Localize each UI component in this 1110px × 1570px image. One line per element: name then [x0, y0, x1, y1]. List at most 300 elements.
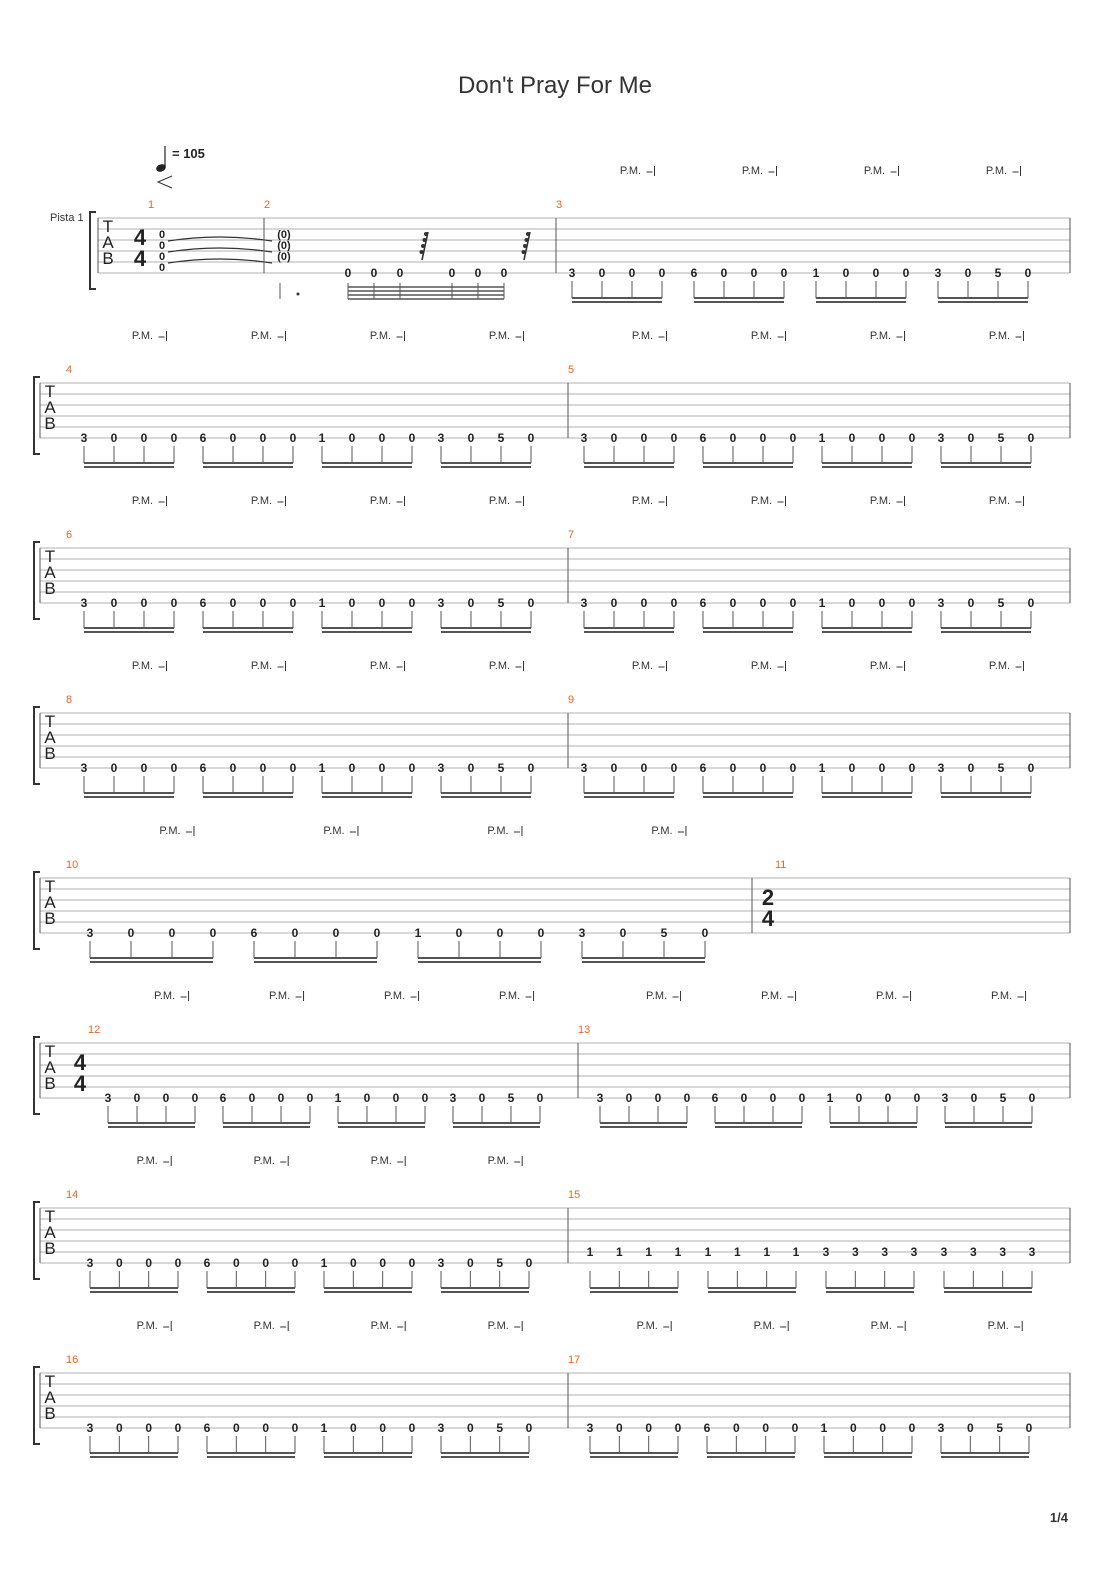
fret-number: 0 — [408, 596, 416, 610]
fret-number: 5 — [497, 431, 505, 445]
fret-number: 0 — [1028, 1091, 1036, 1105]
fret-number: 0 — [158, 240, 166, 252]
fret-number: 1 — [645, 1245, 653, 1259]
palm-mute-marking: P.M. — [631, 330, 654, 342]
fret-number: 3 — [822, 1245, 830, 1259]
fret-number: 0 — [466, 1256, 474, 1270]
palm-mute-marking: P.M. — [741, 165, 764, 177]
tab-clef-b: B — [44, 744, 56, 763]
measure-number: 6 — [66, 529, 73, 541]
fret-number: 0 — [133, 1091, 141, 1105]
measure-number: 2 — [264, 199, 271, 211]
fret-number: 5 — [496, 1256, 504, 1270]
palm-mute-marking: P.M. — [651, 825, 673, 837]
fret-number: 0 — [848, 596, 856, 610]
fret-number: 0 — [467, 431, 475, 445]
fret-number: 1 — [704, 1245, 712, 1259]
fret-number: 1 — [818, 761, 826, 775]
fret-number: 3 — [86, 1421, 94, 1435]
palm-mute-marking: P.M. — [153, 990, 176, 1002]
measure-number: 4 — [66, 364, 73, 376]
tab-clef-b: B — [44, 1074, 56, 1093]
time-signature-2-4-bottom: 4 — [761, 906, 775, 931]
tab-clef-t: T — [44, 547, 56, 566]
fret-number: 0 — [967, 761, 975, 775]
fret-number: 1 — [318, 596, 326, 610]
fret-number: 0 — [670, 431, 678, 445]
fret-number: 0 — [191, 1091, 199, 1105]
palm-mute-marking: P.M. — [619, 165, 642, 177]
tab-clef-a: A — [44, 563, 56, 582]
fret-number: 0 — [259, 761, 267, 775]
fret-number: 0 — [908, 761, 916, 775]
fret-number: 0 — [1024, 266, 1032, 280]
fret-number: 0 — [467, 761, 475, 775]
palm-mute-marking: P.M. — [875, 990, 898, 1002]
fret-number: 0 — [525, 1421, 533, 1435]
fret-number: 0 — [1027, 761, 1035, 775]
fret-number: 3 — [586, 1421, 594, 1435]
fret-number: 6 — [219, 1091, 227, 1105]
fret-number: 5 — [996, 1421, 1004, 1435]
tab-clef-b: B — [44, 414, 56, 433]
palm-mute-marking: P.M. — [869, 660, 892, 672]
fret-number: 0 — [527, 761, 535, 775]
tab-clef-b: B — [44, 909, 56, 928]
measure-number: 1 — [148, 199, 155, 211]
measure-number: 15 — [568, 1189, 581, 1201]
fret-number: 0 — [168, 926, 176, 940]
fret-number: 3 — [437, 596, 445, 610]
measure-number: 5 — [568, 364, 575, 376]
fret-number: 0 — [262, 1256, 270, 1270]
fret-number: 0 — [759, 431, 767, 445]
palm-mute-marking: P.M. — [488, 330, 511, 342]
fret-number: 0 — [115, 1256, 123, 1270]
palm-mute-marking: P.M. — [760, 990, 783, 1002]
fret-number: 0 — [209, 926, 217, 940]
fret-number: 6 — [699, 431, 707, 445]
system-bracket — [34, 542, 40, 619]
fret-number: 1 — [818, 596, 826, 610]
measure-number: 8 — [66, 694, 73, 706]
fret-number: 3 — [86, 1256, 94, 1270]
palm-mute-marking: P.M. — [159, 825, 181, 837]
measure-number: 17 — [568, 1354, 581, 1366]
fret-number: 5 — [660, 926, 668, 940]
fret-number: 3 — [596, 1091, 604, 1105]
fret-number: 0 — [170, 596, 178, 610]
palm-mute-marking: P.M. — [131, 330, 154, 342]
system-bracket — [34, 872, 40, 949]
fret-number: 3 — [934, 266, 942, 280]
fret-number: 0 — [170, 431, 178, 445]
fret-number: 0 — [140, 596, 148, 610]
palm-mute-marking: P.M. — [370, 1320, 392, 1332]
fret-number: 0 — [536, 1091, 544, 1105]
fret-number: 1 — [320, 1256, 328, 1270]
fret-number: 0 — [496, 926, 504, 940]
fret-number: 0 — [291, 1256, 299, 1270]
palm-mute-marking: P.M. — [136, 1155, 158, 1167]
fret-number: 1 — [334, 1091, 342, 1105]
fret-number: 0 — [645, 1421, 653, 1435]
fret-number: 6 — [199, 596, 207, 610]
rest-flag — [526, 232, 530, 236]
fret-number: 0 — [842, 266, 850, 280]
fret-number: 0 — [872, 266, 880, 280]
fret-number: 0 — [259, 596, 267, 610]
fret-number: 1 — [826, 1091, 834, 1105]
palm-mute-marking: P.M. — [487, 1320, 509, 1332]
palm-mute-marking: P.M. — [631, 495, 654, 507]
fret-number: 0 — [158, 229, 166, 241]
fret-number: 0 — [408, 761, 416, 775]
fret-number: 0 — [158, 251, 166, 263]
fret-number: 6 — [699, 596, 707, 610]
fret-number: 5 — [497, 761, 505, 775]
fret-number: 0 — [670, 761, 678, 775]
palm-mute-marking: P.M. — [988, 660, 1011, 672]
palm-mute-marking: P.M. — [268, 990, 291, 1002]
measure-number: 13 — [578, 1024, 591, 1036]
tab-clef-t: T — [44, 1042, 56, 1061]
palm-mute-marking: P.M. — [369, 495, 392, 507]
system-bracket — [34, 707, 40, 784]
system-bracket — [34, 1367, 40, 1444]
fret-number: 0 — [966, 1421, 974, 1435]
fret-number: 0 — [145, 1256, 153, 1270]
fret-number: 0 — [615, 1421, 623, 1435]
palm-mute-marking: P.M. — [487, 1155, 509, 1167]
tab-clef-b: B — [102, 249, 114, 268]
fret-number: 0 — [913, 1091, 921, 1105]
time-signature-4-4-bottom: 4 — [133, 246, 147, 271]
page-number: 1/4 — [1049, 1510, 1068, 1525]
palm-mute-marking: P.M. — [988, 330, 1011, 342]
fret-number: 0 — [467, 596, 475, 610]
fret-number: 0 — [759, 596, 767, 610]
fret-number: 0 — [750, 266, 758, 280]
fret-number: 1 — [320, 1421, 328, 1435]
fret-number: 3 — [437, 431, 445, 445]
tab-clef-t: T — [44, 712, 56, 731]
palm-mute-marking: P.M. — [253, 1155, 275, 1167]
fret-number: 1 — [763, 1245, 771, 1259]
palm-mute-marking: P.M. — [870, 1320, 892, 1332]
tab-clef-t: T — [44, 1372, 56, 1391]
measure-number: 10 — [66, 859, 79, 871]
palm-mute-marking: P.M. — [131, 660, 154, 672]
fret-number: 0 — [392, 1091, 400, 1105]
fret-number: 3 — [937, 596, 945, 610]
rest-flag — [525, 238, 529, 242]
fret-number: 0 — [110, 431, 118, 445]
fret-number: 5 — [997, 431, 1005, 445]
palm-mute-marking: P.M. — [863, 165, 886, 177]
palm-mute-marking: P.M. — [131, 495, 154, 507]
tab-clef-a: A — [44, 893, 56, 912]
time-signature-4-4-top: 4 — [73, 1050, 87, 1075]
fret-number: 0 — [908, 596, 916, 610]
tab-clef-a: A — [44, 1058, 56, 1077]
palm-mute-marking: P.M. — [750, 660, 773, 672]
palm-mute-marking: P.M. — [250, 660, 273, 672]
fret-number: 0 — [396, 266, 404, 280]
fret-number: 0 — [848, 431, 856, 445]
fret-number: 0 — [740, 1091, 748, 1105]
tied-fret-number: (0) — [277, 229, 291, 241]
fret-number: 0 — [262, 1421, 270, 1435]
fret-number: 0 — [378, 431, 386, 445]
fret-number: 3 — [941, 1091, 949, 1105]
fret-number: 0 — [878, 431, 886, 445]
palm-mute-marking: P.M. — [323, 825, 345, 837]
fret-number: 0 — [964, 266, 972, 280]
fret-number: 6 — [699, 761, 707, 775]
fret-number: 0 — [474, 266, 482, 280]
palm-mute-marking: P.M. — [383, 990, 406, 1002]
tab-clef-a: A — [102, 233, 114, 252]
fret-number: 0 — [408, 1421, 416, 1435]
palm-mute-marking: P.M. — [136, 1320, 158, 1332]
fret-number: 6 — [203, 1256, 211, 1270]
rest-flag — [523, 244, 527, 248]
palm-mute-marking: P.M. — [869, 495, 892, 507]
fret-number: 0 — [879, 1421, 887, 1435]
fret-number: 1 — [820, 1421, 828, 1435]
fret-number: 0 — [527, 431, 535, 445]
fret-number: 5 — [997, 596, 1005, 610]
rest-flag — [423, 238, 427, 242]
fret-number: 1 — [318, 431, 326, 445]
fret-number: 1 — [674, 1245, 682, 1259]
fret-number: 0 — [598, 266, 606, 280]
song-title: Don't Pray For Me — [458, 72, 652, 99]
system-bracket — [90, 212, 96, 289]
measure-number: 11 — [775, 859, 787, 871]
fret-number: 0 — [683, 1091, 691, 1105]
fret-number: 0 — [732, 1421, 740, 1435]
fret-number: 0 — [140, 761, 148, 775]
fret-number: 3 — [999, 1245, 1007, 1259]
palm-mute-marking: P.M. — [636, 1320, 658, 1332]
fret-number: 3 — [969, 1245, 977, 1259]
fret-number: 3 — [437, 761, 445, 775]
tied-fret-number: (0) — [277, 251, 291, 263]
fret-number: 6 — [711, 1091, 719, 1105]
fret-number: 0 — [908, 1421, 916, 1435]
tab-clef-t: T — [102, 217, 114, 236]
measure-number: 9 — [568, 694, 575, 706]
fret-number: 0 — [162, 1091, 170, 1105]
fret-number: 0 — [878, 596, 886, 610]
fret-number: 5 — [994, 266, 1002, 280]
tab-clef-t: T — [44, 382, 56, 401]
measure-number: 12 — [88, 1024, 101, 1036]
fret-number: 0 — [289, 431, 297, 445]
rest-flag — [421, 244, 425, 248]
palm-mute-marking: P.M. — [487, 825, 509, 837]
palm-mute-marking: P.M. — [990, 990, 1013, 1002]
fret-number: 6 — [199, 431, 207, 445]
fret-number: 3 — [940, 1245, 948, 1259]
crescendo-icon — [158, 176, 172, 188]
fret-number: 5 — [507, 1091, 515, 1105]
fret-number: 0 — [348, 761, 356, 775]
fret-number: 0 — [789, 431, 797, 445]
fret-number: 0 — [908, 431, 916, 445]
fret-number: 0 — [855, 1091, 863, 1105]
rest-flag — [522, 250, 526, 254]
tied-fret-number: (0) — [277, 240, 291, 252]
fret-number: 0 — [348, 431, 356, 445]
palm-mute-marking: P.M. — [488, 495, 511, 507]
fret-number: 0 — [967, 596, 975, 610]
fret-number: 0 — [769, 1091, 777, 1105]
fret-number: 6 — [199, 761, 207, 775]
fret-number: 0 — [232, 1256, 240, 1270]
fret-number: 0 — [720, 266, 728, 280]
fret-number: 1 — [733, 1245, 741, 1259]
fret-number: 0 — [229, 596, 237, 610]
fret-number: 0 — [610, 431, 618, 445]
fret-number: 0 — [902, 266, 910, 280]
fret-number: 0 — [967, 431, 975, 445]
fret-number: 0 — [289, 761, 297, 775]
fret-number: 0 — [789, 596, 797, 610]
fret-number: 1 — [615, 1245, 623, 1259]
fret-number: 0 — [277, 1091, 285, 1105]
fret-number: 5 — [999, 1091, 1007, 1105]
fret-number: 0 — [791, 1421, 799, 1435]
fret-number: 3 — [578, 926, 586, 940]
fret-number: 0 — [466, 1421, 474, 1435]
fret-number: 0 — [654, 1091, 662, 1105]
fret-number: 0 — [229, 431, 237, 445]
palm-mute-marking: P.M. — [750, 495, 773, 507]
fret-number: 0 — [849, 1421, 857, 1435]
fret-number: 3 — [1028, 1245, 1036, 1259]
fret-number: 0 — [759, 761, 767, 775]
fret-number: 3 — [881, 1245, 889, 1259]
fret-number: 0 — [127, 926, 135, 940]
fret-number: 0 — [625, 1091, 633, 1105]
fret-number: 0 — [878, 761, 886, 775]
fret-number: 0 — [378, 596, 386, 610]
fret-number: 0 — [670, 596, 678, 610]
fret-number: 0 — [848, 761, 856, 775]
fret-number: 3 — [568, 266, 576, 280]
fret-number: 6 — [203, 1421, 211, 1435]
palm-mute-marking: P.M. — [488, 660, 511, 672]
palm-mute-marking: P.M. — [369, 330, 392, 342]
fret-number: 6 — [690, 266, 698, 280]
fret-number: 0 — [291, 926, 299, 940]
fret-number: 0 — [232, 1421, 240, 1435]
fret-number: 0 — [448, 266, 456, 280]
fret-number: 3 — [80, 431, 88, 445]
fret-number: 0 — [729, 596, 737, 610]
tab-clef-b: B — [44, 1239, 56, 1258]
fret-number: 1 — [318, 761, 326, 775]
fret-number: 0 — [798, 1091, 806, 1105]
fret-number: 1 — [792, 1245, 800, 1259]
fret-number: 0 — [610, 596, 618, 610]
palm-mute-marking: P.M. — [253, 1320, 275, 1332]
tab-clef-a: A — [44, 1223, 56, 1242]
fret-number: 3 — [937, 1421, 945, 1435]
fret-number: 3 — [937, 431, 945, 445]
fret-number: 1 — [414, 926, 422, 940]
fret-number: 1 — [586, 1245, 594, 1259]
fret-number: 0 — [1027, 431, 1035, 445]
measure-number: 14 — [66, 1189, 79, 1201]
fret-number: 3 — [80, 761, 88, 775]
palm-mute-marking: P.M. — [250, 495, 273, 507]
fret-number: 3 — [437, 1256, 445, 1270]
system-bracket — [34, 1037, 40, 1114]
fret-number: 3 — [851, 1245, 859, 1259]
time-signature-4-4-bottom: 4 — [73, 1071, 87, 1096]
fret-number: 0 — [259, 431, 267, 445]
fret-number: 0 — [729, 431, 737, 445]
tempo-marking: = 105 — [172, 146, 205, 161]
fret-number: 0 — [306, 1091, 314, 1105]
tab-clef-a: A — [44, 728, 56, 747]
fret-number: 0 — [640, 431, 648, 445]
fret-number: 0 — [674, 1421, 682, 1435]
palm-mute-marking: P.M. — [631, 660, 654, 672]
tab-clef-t: T — [44, 1207, 56, 1226]
fret-number: 0 — [344, 266, 352, 280]
fret-number: 0 — [158, 262, 166, 274]
fret-number: 0 — [174, 1256, 182, 1270]
tab-clef-a: A — [44, 1388, 56, 1407]
fret-number: 0 — [379, 1421, 387, 1435]
fret-number: 3 — [86, 926, 94, 940]
fret-number: 0 — [145, 1421, 153, 1435]
fret-number: 3 — [580, 596, 588, 610]
fret-number: 0 — [762, 1421, 770, 1435]
rest-flag — [420, 250, 424, 254]
measure-number: 16 — [66, 1354, 79, 1366]
fret-number: 0 — [884, 1091, 892, 1105]
tab-clef-b: B — [44, 579, 56, 598]
fret-number: 5 — [997, 761, 1005, 775]
time-signature-4-4-top: 4 — [133, 225, 147, 250]
fret-number: 0 — [373, 926, 381, 940]
fret-number: 3 — [437, 1421, 445, 1435]
fret-number: 0 — [1027, 596, 1035, 610]
fret-number: 0 — [363, 1091, 371, 1105]
fret-number: 0 — [421, 1091, 429, 1105]
tab-clef-t: T — [44, 877, 56, 896]
fret-number: 0 — [537, 926, 545, 940]
fret-number: 0 — [500, 266, 508, 280]
tab-clef-b: B — [44, 1404, 56, 1423]
palm-mute-marking: P.M. — [250, 330, 273, 342]
fret-number: 0 — [370, 266, 378, 280]
fret-number: 0 — [291, 1421, 299, 1435]
palm-mute-marking: P.M. — [370, 1155, 392, 1167]
palm-mute-marking: P.M. — [753, 1320, 775, 1332]
fret-number: 0 — [248, 1091, 256, 1105]
fret-number: 0 — [332, 926, 340, 940]
fret-number: 0 — [289, 596, 297, 610]
fret-number: 0 — [619, 926, 627, 940]
dot — [297, 293, 300, 296]
